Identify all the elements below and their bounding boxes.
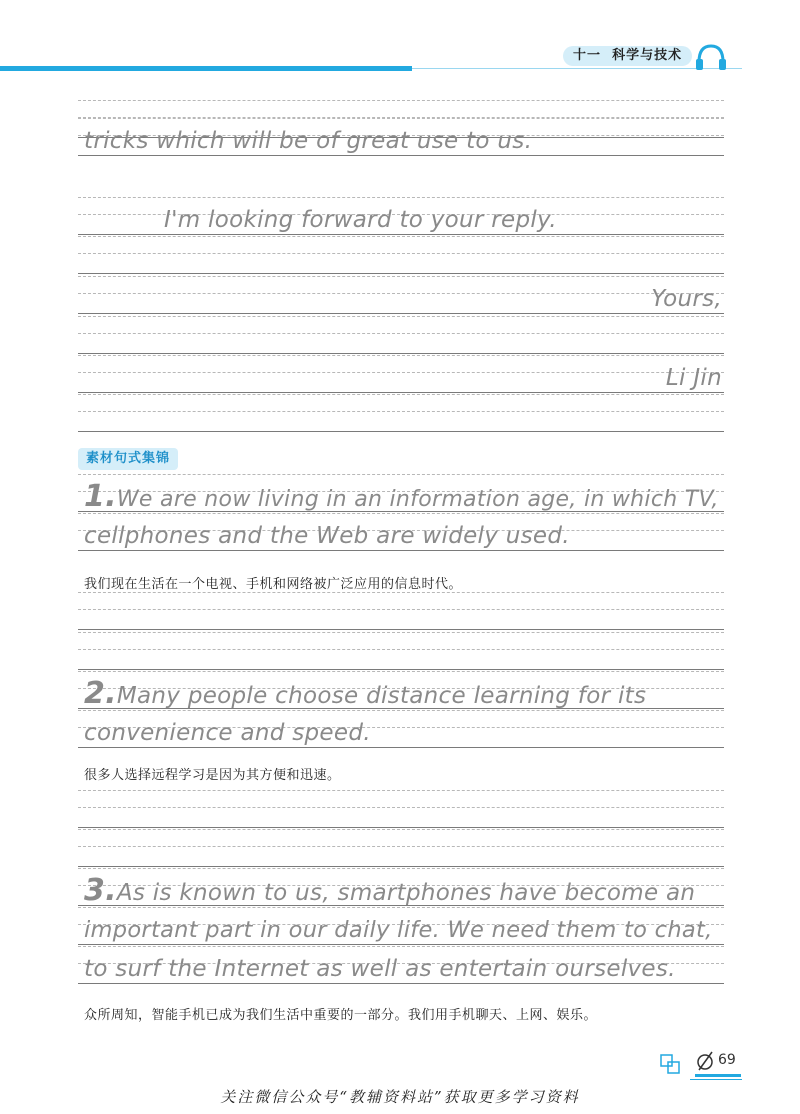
letter-line: I'm looking forward to your reply. — [164, 207, 557, 233]
practice-row — [78, 790, 724, 830]
letter-row — [78, 355, 724, 395]
sentence-translation: 很多人选择远程学习是因为其方便和迅速。 — [84, 768, 341, 783]
sentence-line: convenience and speed. — [84, 720, 371, 746]
sentence-row — [78, 474, 724, 514]
footer-note: 关注微信公众号“教辅资料站”获取更多学习资料 — [220, 1088, 580, 1106]
header-rule — [412, 68, 742, 69]
letter-row — [78, 316, 724, 356]
chapter-title: 科学与技术 — [612, 48, 683, 63]
sentence-row — [78, 513, 724, 553]
sentence-row — [78, 946, 724, 986]
letter-row — [78, 394, 724, 434]
sentence-line — [84, 873, 722, 908]
practice-row — [78, 829, 724, 869]
practice-row — [78, 592, 724, 632]
sentence-text: We are now living in an information age, in which TV, — [116, 487, 719, 512]
chapter-label — [563, 46, 692, 66]
sentence-text: Many people choose distance learning for its — [116, 683, 647, 709]
letter-row — [78, 236, 724, 276]
letter-signature: Li Jin — [665, 365, 722, 391]
compass-icon — [695, 1050, 715, 1072]
sentence-line — [84, 676, 722, 711]
headphones-icon — [694, 42, 728, 72]
sentence-row — [78, 671, 724, 711]
squares-icon — [660, 1052, 682, 1076]
letter-line: tricks which will be of great use to us. — [84, 128, 533, 154]
sentence-row — [78, 868, 724, 908]
header-accent-bar — [0, 66, 412, 71]
sentence-translation: 我们现在生活在一个电视、手机和网络被广泛应用的信息时代。 — [84, 577, 463, 592]
sentence-line — [84, 479, 722, 515]
sentence-line: to surf the Internet as well as entertain ourselves. — [84, 956, 676, 982]
sentence-row — [78, 907, 724, 947]
letter-row — [78, 276, 724, 316]
chapter-number: 十一 — [573, 48, 602, 63]
letter-row — [78, 197, 724, 237]
page-underline — [695, 1074, 741, 1077]
sentence-line: important part in our daily life. We need them to chat, — [84, 917, 713, 943]
letter-row — [78, 118, 724, 158]
sentence-text: As is known to us, smartphones have become an — [116, 880, 696, 906]
sentence-translation: 众所周知，智能手机已成为我们生活中重要的一部分。我们用手机聊天、上网、娱乐。 — [84, 1008, 598, 1023]
practice-row — [78, 632, 724, 672]
page-underline-thin — [690, 1079, 742, 1080]
letter-closing: Yours, — [651, 286, 722, 312]
sentence-row — [78, 710, 724, 750]
page-number: 69 — [718, 1052, 736, 1068]
sentence-number: 1. — [84, 479, 117, 514]
sentence-number: 2. — [84, 676, 117, 711]
section-tag: 素材句式集锦 — [78, 448, 178, 470]
sentence-line: cellphones and the Web are widely used. — [84, 523, 570, 549]
sentence-number: 3. — [84, 873, 117, 908]
